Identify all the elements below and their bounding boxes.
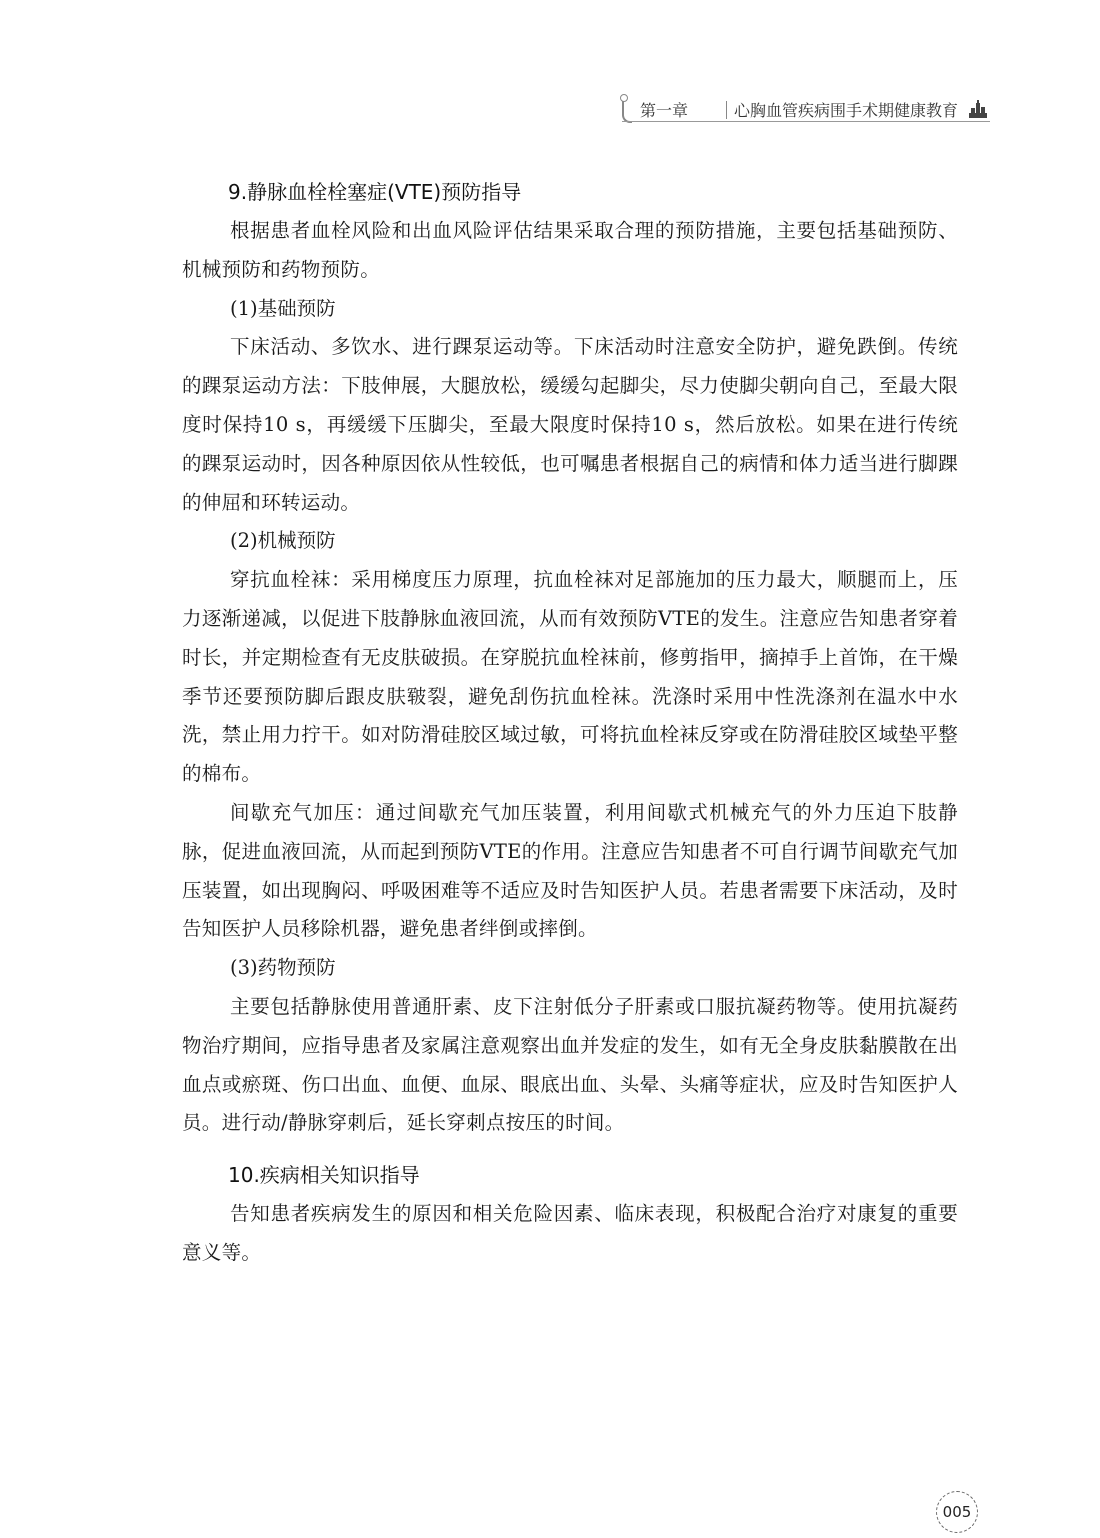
bracket-ornament-icon bbox=[622, 99, 632, 123]
chapter-label: 第一章 bbox=[640, 101, 689, 120]
compression-paragraph: 间歇充气加压：通过间歇充气加压装置，利用间歇式机械充气的外力压迫下肢静脉，促进血液回流，从而起到预防VTE的作用。注意应告知患者不可自行调节间歇充气加压装置，如出现胸闷、呼吸困难等不适应及时告知医护人员。若患者需要下床活动，及时告知医护人员移除机器，避免患者绊倒或摔倒。 bbox=[182, 800, 958, 941]
building-icon bbox=[968, 99, 988, 123]
header-divider bbox=[726, 101, 727, 119]
section-heading-vte: 9.静脉血栓栓塞症(VTE)预防指导 bbox=[228, 180, 522, 204]
stockings-paragraph: 穿抗血栓袜：采用梯度压力原理，抗血栓袜对足部施加的压力最大，顺腿而上，压力逐渐递减，以促进下肢静脉血液回流，从而有效预防VTE的发生。注意应告知患者穿着时长，并定期检查有无皮肤破损。在穿脱抗血栓袜前，修剪指甲，摘掉手上首饰，在干燥季节还要预防脚后跟皮肤皲裂，避免刮伤抗血栓袜。洗涤时采用中性洗涤剂在温水中水洗，禁止用力拧干。如对防滑硅胶区域过敏，可将抗血栓袜反穿或在防滑硅胶区域垫平整的棉布。 bbox=[182, 568, 958, 786]
drug-prevention-paragraph: 主要包括静脉使用普通肝素、皮下注射低分子肝素或口服抗凝药物等。使用抗凝药物治疗期间，应指导患者及家属注意观察出血并发症的发生，如有无全身皮肤黏膜散在出血点或瘀斑、伤口出血、血便、血尿、眼底出血、头晕、头痛等症状，应及时告知医护人员。进行动/静脉穿刺后，延长穿刺点按压的时间。 bbox=[182, 994, 958, 1135]
subheading-drug-prevention: (3)药物预防 bbox=[230, 956, 336, 980]
section-heading-disease-knowledge: 10.疾病相关知识指导 bbox=[228, 1163, 420, 1188]
subheading-mechanical-prevention: (2)机械预防 bbox=[230, 529, 336, 553]
subheading-basic-prevention: (1)基础预防 bbox=[230, 296, 336, 320]
chapter-title: 心胸血管疾病围手术期健康教育 bbox=[734, 101, 959, 120]
vte-intro-paragraph: 根据患者血栓风险和出血风险评估结果采取合理的预防措施，主要包括基础预防、机械预防和药物预防。 bbox=[182, 219, 958, 281]
running-header bbox=[622, 97, 990, 123]
basic-prevention-paragraph: 下床活动、多饮水、进行踝泵运动等。下床活动时注意安全防护，避免跌倒。传统的踝泵运动方法：下肢伸展，大腿放松，缓缓勾起脚尖，尽力使脚尖朝向自己，至最大限度时保持10 s，再缓缓下压脚尖，至最大限度时保持10 s，然后放松。如果在进行传统的踝泵运动时，因各种原因依从性较低，也可嘱患者根据自己的病情和体力适当进行脚踝的伸屈和环转运动。 bbox=[182, 335, 958, 514]
disease-knowledge-paragraph: 告知患者疾病发生的原因和相关危险因素、临床表现，积极配合治疗对康复的重要意义等。 bbox=[182, 1202, 958, 1264]
header-underline bbox=[622, 121, 990, 122]
page-body bbox=[182, 172, 958, 1273]
page-number: 005 bbox=[936, 1491, 978, 1533]
